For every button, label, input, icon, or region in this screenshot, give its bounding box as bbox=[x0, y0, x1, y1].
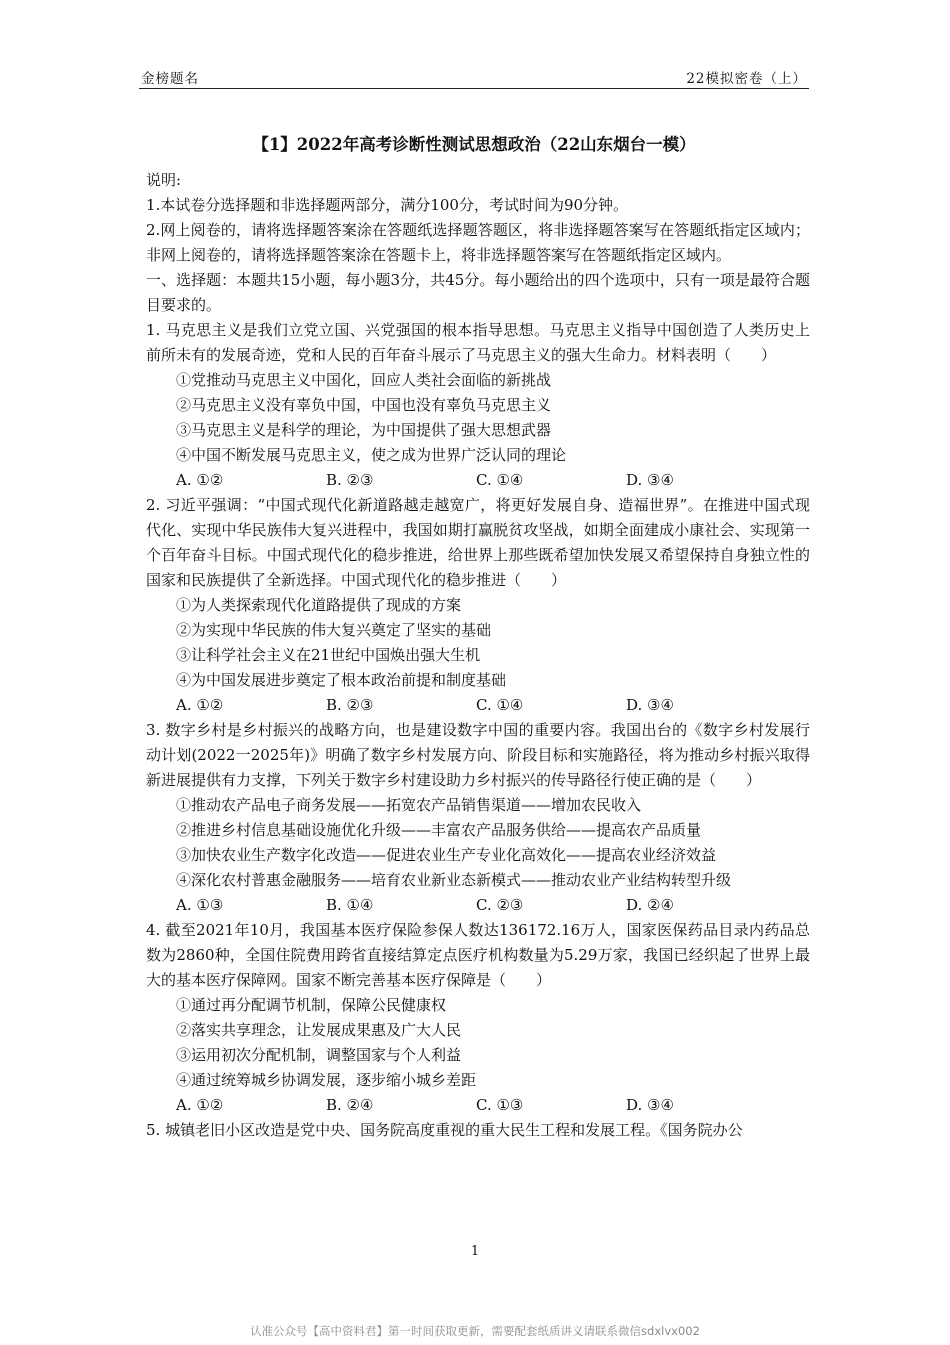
choice-d: D. ③④ bbox=[626, 471, 674, 489]
answer-choices bbox=[146, 693, 810, 718]
page-header bbox=[139, 64, 809, 89]
choice-c: C. ②③ bbox=[476, 896, 524, 914]
section-heading: 一、选择题：本题共15小题，每小题3分，共45分。每小题给出的四个选项中，只有一项是最符合题目要求的。 bbox=[146, 271, 810, 314]
page-number: 1 bbox=[470, 1244, 480, 1259]
question-stem: 2. 习近平强调：“中国式现代化新道路越走越宽广，将更好发展自身、造福世界”。在推进中国式现代化、实现中华民族伟大复兴进程中，我国如期打赢脱贫攻坚战，如期全面建成小康社会、实现第一个百年奋斗目标。中国式现代化的稳步推进，给世界上那些既希望加快发展又希望保持自身独立性的国家和民族提供了全新选择。中国式现代化的稳步推进（ ） bbox=[146, 496, 810, 589]
question-option: ③运用初次分配机制，调整国家与个人利益 bbox=[176, 1046, 462, 1064]
question-option: ②推进乡村信息基础设施优化升级——丰富农产品服务供给——提高农产品质量 bbox=[176, 821, 702, 839]
question-option: ③加快农业生产数字化改造——促进农业生产专业化高效化——提高农业经济效益 bbox=[176, 846, 717, 864]
choice-a: A. ①② bbox=[176, 1096, 224, 1114]
question-stem: 4. 截至2021年10月，我国基本医疗保险参保人数达136172.16万人，国家医保药品目录内药品总数为2860种，全国住院费用跨省直接结算定点医疗机构数量为5.29万家，我国已经织起了世界上最大的基本医疗保障网。国家不断完善基本医疗保障是（ ） bbox=[146, 921, 810, 989]
choice-a: A. ①② bbox=[176, 471, 224, 489]
choice-b: B. ②③ bbox=[326, 471, 374, 489]
choice-c: C. ①③ bbox=[476, 1096, 524, 1114]
question-option: ①为人类探索现代化道路提供了现成的方案 bbox=[176, 596, 462, 614]
choice-c: C. ①④ bbox=[476, 696, 524, 714]
question-stem: 5. 城镇老旧小区改造是党中央、国务院高度重视的重大民生工程和发展工程。《国务院办公 bbox=[146, 1121, 743, 1139]
question-option: ①推动农产品电子商务发展——拓宽农产品销售渠道——增加农民收入 bbox=[176, 796, 642, 814]
choice-a: A. ①② bbox=[176, 696, 224, 714]
answer-choices bbox=[146, 468, 810, 493]
question-option: ④深化农村普惠金融服务——培育农业新业态新模式——推动农业产业结构转型升级 bbox=[176, 871, 732, 889]
question-option: ④中国不断发展马克思主义，使之成为世界广泛认同的理论 bbox=[176, 446, 567, 464]
choice-c: C. ①④ bbox=[476, 471, 524, 489]
choice-d: D. ③④ bbox=[626, 696, 674, 714]
question-option: ②马克思主义没有辜负中国，中国也没有辜负马克思主义 bbox=[176, 396, 552, 414]
question-option: ②落实共享理念，让发展成果惠及广大人民 bbox=[176, 1021, 462, 1039]
answer-choices bbox=[146, 893, 810, 918]
choice-b: B. ②③ bbox=[326, 696, 374, 714]
footer-watermark: 认准公众号【高中资料君】第一时间获取更新，需要配套纸质讲义请联系微信sdxlvx002 bbox=[250, 1324, 700, 1338]
question-option: ①党推动马克思主义中国化，回应人类社会面临的新挑战 bbox=[176, 371, 552, 389]
intro-note-1: 1.本试卷分选择题和非选择题两部分，满分100分，考试时间为90分钟。 bbox=[146, 196, 629, 214]
header-right-text: 22模拟密卷（上） bbox=[686, 71, 807, 87]
choice-a: A. ①③ bbox=[176, 896, 224, 914]
choice-b: B. ①④ bbox=[326, 896, 374, 914]
choice-b: B. ②④ bbox=[326, 1096, 374, 1114]
answer-choices bbox=[146, 1093, 810, 1118]
question-stem: 1. 马克思主义是我们立党立国、兴党强国的根本指导思想。马克思主义指导中国创造了人类历史上前所未有的发展奇迹，党和人民的百年奋斗展示了马克思主义的强大生命力。材料表明（ ） bbox=[146, 321, 810, 364]
question-option: ④通过统筹城乡协调发展，逐步缩小城乡差距 bbox=[176, 1071, 477, 1089]
page-title: 【1】2022年高考诊断性测试思想政治（22山东烟台一模） bbox=[252, 135, 696, 154]
header-left-text: 金榜题名 bbox=[141, 71, 199, 87]
question-option: ③让科学社会主义在21世纪中国焕出强大生机 bbox=[176, 646, 481, 664]
question-option: ③马克思主义是科学的理论，为中国提供了强大思想武器 bbox=[176, 421, 552, 439]
intro-heading: 说明: bbox=[146, 171, 182, 189]
question-option: ①通过再分配调节机制，保障公民健康权 bbox=[176, 996, 447, 1014]
intro-note-2: 2.网上阅卷的，请将选择题答案涂在答题纸选择题答题区，将非选择题答案写在答题纸指定区域内；非网上阅卷的，请将选择题答案涂在答题卡上，将非选择题答案写在答题纸指定区域内。 bbox=[146, 221, 810, 264]
choice-d: D. ②④ bbox=[626, 896, 674, 914]
question-option: ②为实现中华民族的伟大复兴奠定了坚实的基础 bbox=[176, 621, 492, 639]
choice-d: D. ③④ bbox=[626, 1096, 674, 1114]
question-option: ④为中国发展进步奠定了根本政治前提和制度基础 bbox=[176, 671, 507, 689]
question-stem: 3. 数字乡村是乡村振兴的战略方向，也是建设数字中国的重要内容。我国出台的《数字乡村发展行动计划(2022一2025年)》明确了数字乡村发展方向、阶段目标和实施路径，将为推动乡村振兴取得新进展提供有力支撑，下列关于数字乡村建设助力乡村振兴的传导路径行使正确的是（ ） bbox=[146, 721, 810, 789]
exam-content bbox=[146, 168, 810, 1143]
